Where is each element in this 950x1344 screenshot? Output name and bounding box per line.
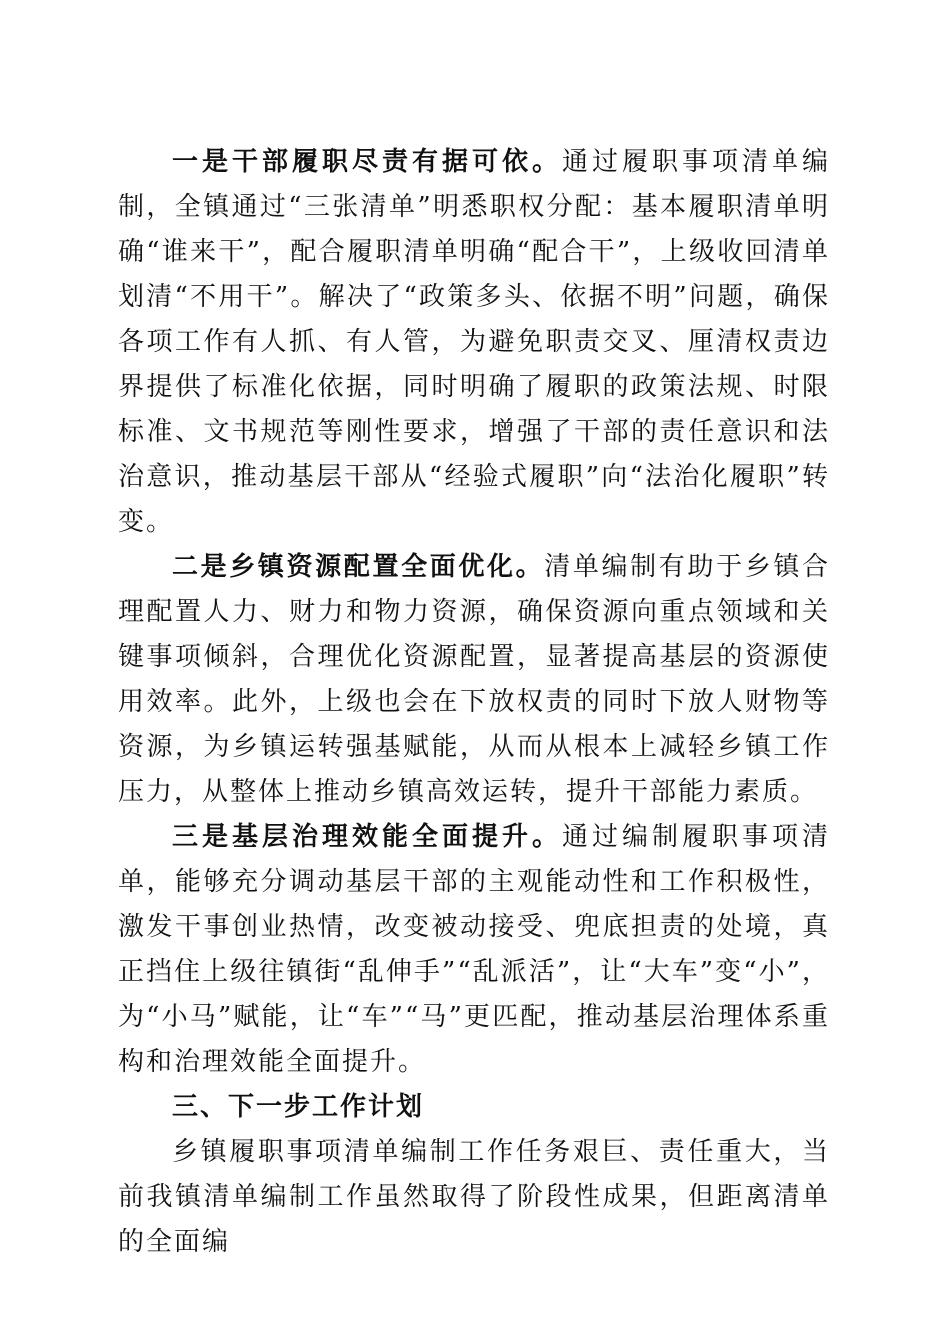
paragraph-text: 清单编制有助于乡镇合理配置人力、财力和物力资源，确保资源向重点领域和关键事项倾斜，合理优化资源配置，显著提高基层的资源使用效率。此外，上级也会在下放权责的同时下放人财物等资源，为乡镇运转强基赋能，从而从根本上减轻乡镇工作压力，从整体上推动乡镇高效运转，提升干部能力素质。 [118, 552, 830, 807]
paragraph-text: 通过编制履职事项清单，能够充分调动基层干部的主观能动性和工作积极性，激发干事创业热情，改变被动接受、兜底担责的处境，真正挡住上级往镇街“乱伸手”“乱派活”，让“大车”变“小”，为“小马”赋能，让“车”“马”更匹配，推动基层治理体系重构和治理效能全面提升。 [118, 822, 830, 1077]
section-heading: 三、下一步工作计划 [172, 1092, 425, 1122]
paragraph-next-steps: 乡镇履职事项清单编制工作任务艰巨、责任重大，当前我镇清单编制工作虽然取得了阶段性成果，但距离清单的全面编 [118, 1137, 830, 1257]
paragraph-resource-allocation [118, 545, 830, 815]
document-body [118, 140, 830, 1265]
paragraph-lead: 一是干部履职尽责有据可依。 [172, 147, 562, 177]
paragraph-text: 通过履职事项清单编制，全镇通过“三张清单”明悉职权分配：基本履职清单明确“谁来干”，配合履职清单明确“配合干”，上级收回清单划清“不用干”。解决了“政策多头、依据不明”问题，确保各项工作有人抓、有人管，为避免职责交叉、厘清权责边界提供了标准化依据，同时明确了履职的政策法规、时限标准、文书规范等刚性要求，增强了干部的责任意识和法治意识，推动基层干部从“经验式履职”向“法治化履职”转变。 [118, 147, 830, 537]
paragraph-lead: 二是乡镇资源配置全面优化。 [172, 552, 545, 582]
paragraph-lead: 三是基层治理效能全面提升。 [172, 822, 562, 852]
paragraph-cadre-duties [118, 140, 830, 545]
paragraph-governance-efficiency [118, 815, 830, 1085]
